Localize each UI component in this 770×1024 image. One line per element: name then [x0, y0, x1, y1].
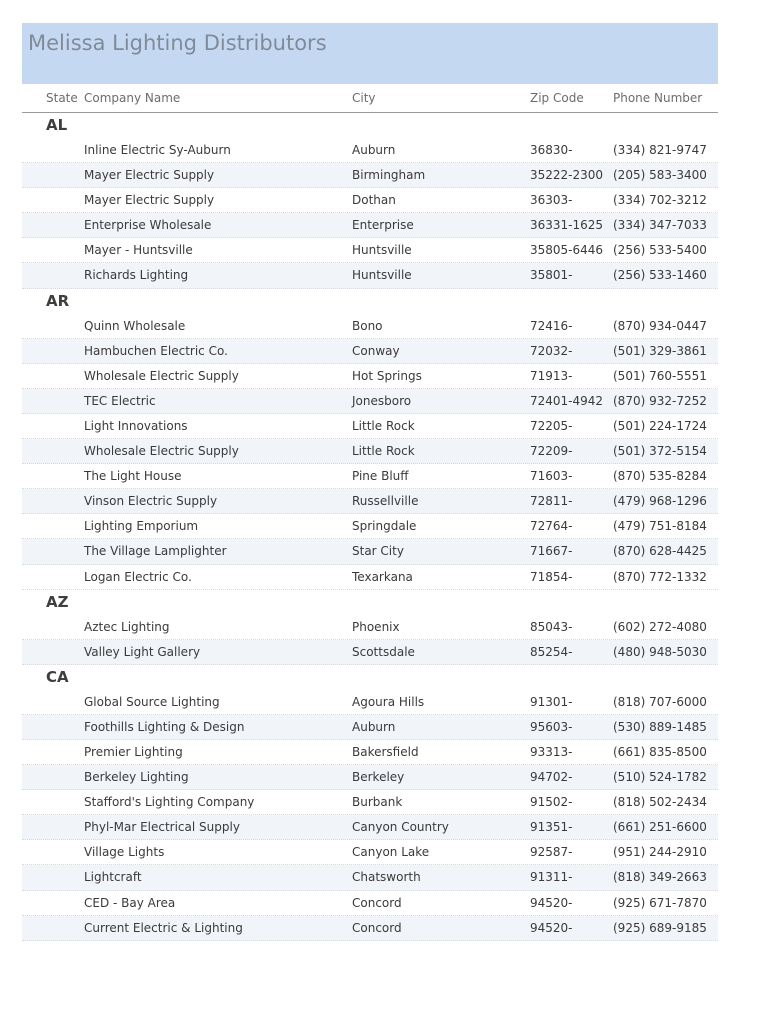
zip-code-cell: 72401-4942: [530, 393, 604, 408]
city-cell: Huntsville: [352, 268, 412, 283]
zip-code-cell: 85043-: [530, 619, 573, 634]
table-row: [22, 765, 718, 790]
city-cell: Chatsworth: [352, 870, 421, 885]
table-row: [22, 389, 718, 414]
phone-number-cell: (501) 760-5551: [613, 368, 707, 383]
phone-number-cell: (256) 533-5400: [613, 243, 707, 258]
city-cell: Pine Bluff: [352, 469, 409, 484]
phone-number-cell: (870) 772-1332: [613, 569, 707, 584]
column-header-zip: Zip Code: [530, 91, 584, 105]
table-row: [22, 263, 718, 288]
zip-code-cell: 92587-: [530, 845, 573, 860]
company-name-cell: Mayer Electric Supply: [84, 193, 215, 208]
zip-code-cell: 72811-: [530, 494, 573, 509]
phone-number-cell: (501) 329-3861: [613, 343, 707, 358]
zip-code-cell: 71603-: [530, 469, 573, 484]
city-cell: Berkeley: [352, 770, 405, 785]
zip-code-cell: 35805-6446: [530, 243, 604, 258]
company-name-cell: TEC Electric: [84, 393, 156, 408]
table-row: [22, 640, 718, 665]
city-cell: Burbank: [352, 795, 403, 810]
city-cell: Little Rock: [352, 444, 415, 459]
company-name-cell: Aztec Lighting: [84, 619, 170, 634]
table-row: [22, 514, 718, 539]
column-header-state: State: [46, 91, 78, 105]
phone-number-cell: (602) 272-4080: [613, 619, 707, 634]
city-cell: Enterprise: [352, 218, 414, 233]
company-name-cell: Phyl-Mar Electrical Supply: [84, 820, 240, 835]
table-row: [22, 539, 718, 564]
phone-number-cell: (510) 524-1782: [613, 770, 707, 785]
company-name-cell: Vinson Electric Supply: [84, 494, 218, 509]
phone-number-cell: (480) 948-5030: [613, 644, 707, 659]
state-group-header: [22, 289, 718, 314]
zip-code-cell: 35222-2300: [530, 168, 604, 183]
zip-code-cell: 91311-: [530, 870, 573, 885]
city-cell: Scottsdale: [352, 644, 415, 659]
company-name-cell: The Light House: [84, 469, 182, 484]
phone-number-cell: (870) 628-4425: [613, 544, 707, 559]
phone-number-cell: (530) 889-1485: [613, 719, 707, 734]
state-group-header: [22, 113, 718, 138]
company-name-cell: Current Electric & Lighting: [84, 920, 243, 935]
zip-code-cell: 72209-: [530, 444, 573, 459]
city-cell: Conway: [352, 343, 400, 358]
phone-number-cell: (479) 751-8184: [613, 519, 707, 534]
table-row: [22, 364, 718, 389]
city-cell: Canyon Country: [352, 820, 449, 835]
phone-number-cell: (256) 533-1460: [613, 268, 707, 283]
company-name-cell: Mayer - Huntsville: [84, 243, 193, 258]
table-row: [22, 740, 718, 765]
table-row: [22, 163, 718, 188]
company-name-cell: Berkeley Lighting: [84, 770, 189, 785]
state-code: AZ: [46, 592, 69, 611]
phone-number-cell: (479) 968-1296: [613, 494, 707, 509]
zip-code-cell: 35801-: [530, 268, 573, 283]
table-row: [22, 815, 718, 840]
company-name-cell: Wholesale Electric Supply: [84, 444, 239, 459]
company-name-cell: Quinn Wholesale: [84, 318, 186, 333]
phone-number-cell: (501) 224-1724: [613, 418, 707, 433]
column-header-city: City: [352, 91, 376, 105]
city-cell: Russellville: [352, 494, 419, 509]
table-row: [22, 213, 718, 238]
phone-number-cell: (334) 347-7033: [613, 218, 707, 233]
company-name-cell: Lightcraft: [84, 870, 142, 885]
zip-code-cell: 36331-1625: [530, 218, 604, 233]
zip-code-cell: 85254-: [530, 644, 573, 659]
zip-code-cell: 71913-: [530, 368, 573, 383]
zip-code-cell: 72764-: [530, 519, 573, 534]
company-name-cell: CED - Bay Area: [84, 895, 176, 910]
city-cell: Canyon Lake: [352, 845, 430, 860]
zip-code-cell: 93313-: [530, 744, 573, 759]
zip-code-cell: 91351-: [530, 820, 573, 835]
column-header-phone: Phone Number: [613, 91, 703, 105]
state-code: AL: [46, 116, 68, 134]
state-group-header: [22, 665, 718, 690]
city-cell: Concord: [352, 895, 402, 910]
table-row: [22, 138, 718, 163]
company-name-cell: Village Lights: [84, 845, 165, 860]
column-header-row: [22, 86, 718, 113]
table-row: [22, 840, 718, 865]
zip-code-cell: 36830-: [530, 143, 573, 157]
table-row: [22, 715, 718, 740]
company-name-cell: Logan Electric Co.: [84, 569, 192, 584]
table-row: [22, 188, 718, 213]
company-name-cell: Richards Lighting: [84, 268, 189, 283]
state-group-header: [22, 590, 718, 615]
zip-code-cell: 94702-: [530, 770, 573, 785]
table-row: [22, 439, 718, 464]
company-name-cell: Stafford's Lighting Company: [84, 795, 255, 810]
company-name-cell: Enterprise Wholesale: [84, 218, 212, 233]
table-row: [22, 790, 718, 815]
city-cell: Bakersfield: [352, 744, 419, 759]
zip-code-cell: 71667-: [530, 544, 573, 559]
company-name-cell: Valley Light Gallery: [84, 644, 201, 659]
company-name-cell: Lighting Emporium: [84, 519, 199, 534]
phone-number-cell: (818) 502-2434: [613, 795, 707, 810]
city-cell: Dothan: [352, 193, 396, 208]
company-name-cell: Inline Electric Sy-Auburn: [84, 143, 231, 157]
table-row: [22, 238, 718, 263]
table-row: [22, 891, 718, 916]
company-name-cell: Foothills Lighting & Design: [84, 719, 245, 734]
city-cell: Auburn: [352, 143, 396, 157]
city-cell: Springdale: [352, 519, 417, 534]
report-title: Melissa Lighting Distributors: [28, 31, 327, 55]
zip-code-cell: 71854-: [530, 569, 573, 584]
company-name-cell: The Village Lamplighter: [84, 544, 227, 559]
column-header-company: Company Name: [84, 91, 181, 105]
city-cell: Concord: [352, 920, 402, 935]
zip-code-cell: 72205-: [530, 418, 573, 433]
city-cell: Star City: [352, 544, 404, 559]
table-row: [22, 314, 718, 339]
table-row: [22, 916, 718, 941]
table-row: [22, 690, 718, 715]
zip-code-cell: 91502-: [530, 795, 573, 810]
company-name-cell: Wholesale Electric Supply: [84, 368, 239, 383]
zip-code-cell: 72416-: [530, 318, 573, 333]
phone-number-cell: (334) 702-3212: [613, 193, 707, 208]
distributor-list: [22, 113, 718, 941]
zip-code-cell: 94520-: [530, 920, 573, 935]
table-row: [22, 414, 718, 439]
phone-number-cell: (205) 583-3400: [613, 168, 707, 183]
zip-code-cell: 36303-: [530, 193, 573, 208]
city-cell: Jonesboro: [352, 393, 412, 408]
phone-number-cell: (870) 932-7252: [613, 393, 707, 408]
company-name-cell: Global Source Lighting: [84, 694, 220, 709]
company-name-cell: Premier Lighting: [84, 744, 183, 759]
phone-number-cell: (870) 934-0447: [613, 318, 707, 333]
city-cell: Little Rock: [352, 418, 415, 433]
phone-number-cell: (870) 535-8284: [613, 469, 707, 484]
table-row: [22, 565, 718, 590]
phone-number-cell: (951) 244-2910: [613, 845, 707, 860]
city-cell: Huntsville: [352, 243, 412, 258]
state-code: AR: [46, 291, 70, 310]
table-row: [22, 489, 718, 514]
phone-number-cell: (661) 251-6600: [613, 820, 707, 835]
phone-number-cell: (925) 671-7870: [613, 895, 707, 910]
phone-number-cell: (501) 372-5154: [613, 444, 707, 459]
company-name-cell: Mayer Electric Supply: [84, 168, 215, 183]
phone-number-cell: (818) 349-2663: [613, 870, 707, 885]
city-cell: Hot Springs: [352, 368, 422, 383]
table-row: [22, 615, 718, 640]
zip-code-cell: 94520-: [530, 895, 573, 910]
phone-number-cell: (818) 707-6000: [613, 694, 707, 709]
company-name-cell: Hambuchen Electric Co.: [84, 343, 228, 358]
city-cell: Auburn: [352, 719, 396, 734]
city-cell: Agoura Hills: [352, 694, 425, 709]
table-row: [22, 464, 718, 489]
zip-code-cell: 95603-: [530, 719, 573, 734]
city-cell: Bono: [352, 318, 383, 333]
table-row: [22, 339, 718, 364]
state-code: CA: [46, 667, 69, 686]
report-title-band: [22, 23, 718, 84]
city-cell: Phoenix: [352, 619, 400, 634]
table-row: [22, 865, 718, 890]
city-cell: Texarkana: [352, 569, 413, 584]
phone-number-cell: (925) 689-9185: [613, 920, 707, 935]
phone-number-cell: (334) 821-9747: [613, 143, 707, 157]
city-cell: Birmingham: [352, 168, 426, 183]
company-name-cell: Light Innovations: [84, 418, 188, 433]
zip-code-cell: 72032-: [530, 343, 573, 358]
zip-code-cell: 91301-: [530, 694, 573, 709]
phone-number-cell: (661) 835-8500: [613, 744, 707, 759]
